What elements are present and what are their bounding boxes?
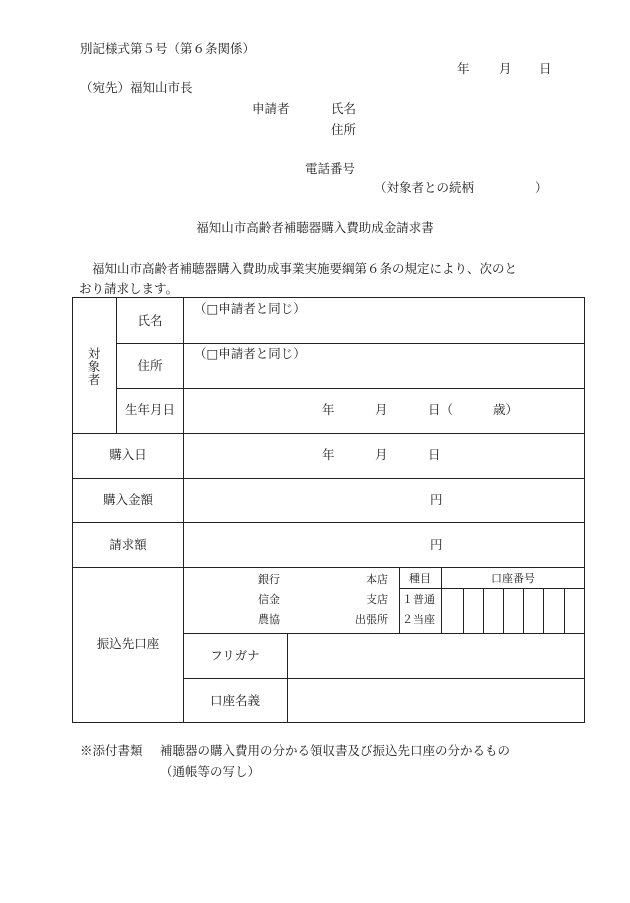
- bank-type-credit: 信金: [258, 593, 280, 606]
- attachment-label: ※添付書類: [80, 743, 143, 758]
- branch-type-office: 出張所: [355, 613, 388, 626]
- account-type-label: 種目: [409, 572, 431, 585]
- subject-name-label: 氏名: [137, 313, 163, 328]
- branch-type-branch: 支店: [366, 593, 388, 606]
- birth-month: 月: [375, 402, 388, 417]
- attachment-text: 補聴器の購入費用の分かる領収書及び振込先口座の分かるもの: [160, 743, 511, 758]
- relation-label: （対象者との続柄: [374, 180, 475, 195]
- same-as-applicant-name-checkbox[interactable]: （□申請者と同じ）: [194, 301, 306, 316]
- bank-type-bank: 銀行: [258, 573, 280, 586]
- same-as-applicant-address-checkbox[interactable]: （□申請者と同じ）: [194, 346, 306, 361]
- applicant-label: 申請者: [252, 101, 290, 116]
- furigana-label: フリガナ: [210, 648, 260, 663]
- form-number: 別記様式第５号（第６条関係）: [80, 41, 256, 56]
- applicant-name-label: 氏名: [331, 101, 357, 116]
- purchase-amount-label: 購入金額: [102, 492, 154, 507]
- purchase-day: 日: [428, 447, 441, 462]
- birth-day: 日（: [428, 402, 454, 417]
- account-type-ordinary: １普通: [402, 593, 435, 606]
- subject-label: 対 象 者: [87, 346, 101, 388]
- relation-close: ）: [535, 180, 548, 195]
- date-year: 年: [457, 61, 470, 76]
- birth-year: 年: [322, 402, 335, 417]
- date-day: 日: [539, 61, 552, 76]
- intro-line-2: おり請求します。: [79, 281, 179, 296]
- subject-address-label: 住所: [137, 358, 163, 373]
- branch-type-main: 本店: [366, 573, 388, 586]
- claim-amount-label: 請求額: [109, 537, 147, 552]
- document-title: 福知山市高齢者補聴器購入費助成金請求書: [196, 220, 434, 235]
- purchase-amount-unit: 円: [430, 492, 443, 507]
- applicant-address-label: 住所: [331, 122, 357, 137]
- purchase-year: 年: [322, 447, 335, 462]
- account-holder-label: 口座名義: [209, 693, 261, 708]
- applicant-phone-label: 電話番号: [305, 161, 356, 176]
- account-number-label: 口座番号: [491, 572, 535, 585]
- intro-line-1: 福知山市高齢者補聴器購入費助成事業実施要綱第６条の規定により、次のと: [92, 261, 518, 276]
- transfer-account-label: 振込先口座: [96, 636, 160, 651]
- birth-age: 歳）: [493, 402, 519, 417]
- claim-amount-unit: 円: [430, 537, 443, 552]
- addressee: （宛先）福知山市長: [80, 80, 193, 95]
- purchase-month: 月: [375, 447, 388, 462]
- attachment-note: （通帳等の写し）: [160, 764, 261, 779]
- purchase-date-label: 購入日: [109, 447, 147, 462]
- bank-type-agri: 農協: [258, 613, 280, 626]
- date-month: 月: [499, 61, 512, 76]
- account-type-current: ２当座: [402, 613, 435, 626]
- birthdate-label: 生年月日: [124, 402, 176, 417]
